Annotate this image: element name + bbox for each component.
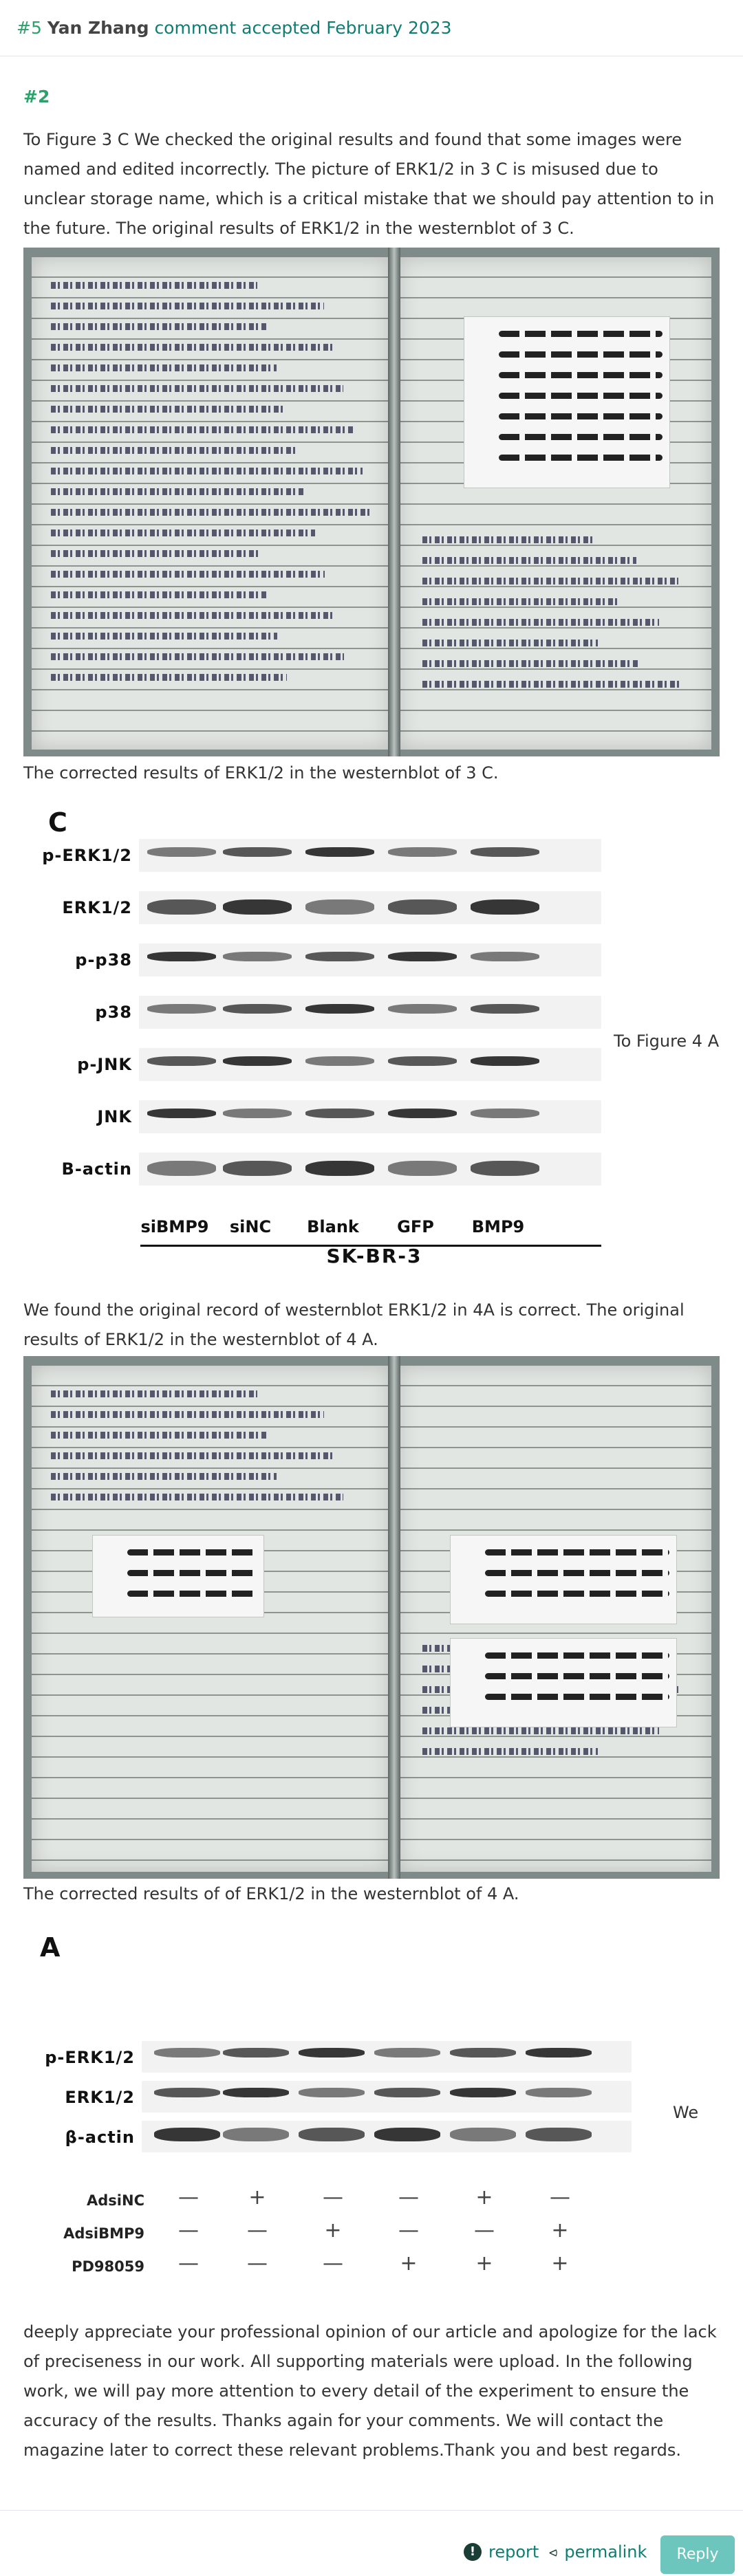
blot-row-label: p-ERK1/2 xyxy=(45,2048,135,2067)
blot-band xyxy=(374,2048,440,2057)
pasted-blot-image xyxy=(92,1535,264,1617)
handwriting-line xyxy=(422,536,594,543)
cell-line-label: SK-BR-3 xyxy=(326,1245,422,1267)
comment-author[interactable]: Yan Zhang xyxy=(47,18,149,38)
report-link[interactable] xyxy=(464,2542,539,2562)
comment-number[interactable]: #5 xyxy=(17,18,42,38)
comment-header xyxy=(0,0,743,56)
treatment-sign: + xyxy=(324,2218,342,2242)
blot-band xyxy=(154,2048,220,2057)
treatment-sign: — xyxy=(398,2185,419,2209)
blot-band xyxy=(299,2048,365,2057)
blot-band xyxy=(450,2048,516,2057)
lane-label: siBMP9 xyxy=(140,1217,209,1236)
blot-band xyxy=(223,1056,292,1066)
treatment-sign: + xyxy=(475,2251,493,2275)
handwriting-line xyxy=(51,406,286,413)
handwriting-line xyxy=(422,681,682,688)
blot-band xyxy=(526,2128,592,2141)
blot-band xyxy=(471,1056,539,1066)
lane-label: Blank xyxy=(307,1217,359,1236)
blot-band xyxy=(388,1056,457,1066)
treatment-sign: + xyxy=(248,2185,266,2209)
handwriting-line xyxy=(51,571,325,578)
handwriting-line xyxy=(51,591,268,598)
treatment-sign: — xyxy=(323,2185,343,2209)
handwriting-line xyxy=(51,530,315,536)
blot-row-label: β-actin xyxy=(65,2128,135,2147)
lane-label: siNC xyxy=(229,1217,272,1236)
handwriting-line xyxy=(422,557,636,564)
handwriting-line xyxy=(51,426,353,433)
handwriting-line xyxy=(51,509,372,516)
report-label: report xyxy=(488,2542,539,2562)
blot-band xyxy=(388,1004,457,1014)
blot-band xyxy=(147,1109,216,1118)
treatment-sign: + xyxy=(400,2251,418,2275)
handwriting-line xyxy=(422,1727,659,1734)
blot-band xyxy=(305,899,374,915)
treatment-sign: — xyxy=(398,2218,419,2242)
blot-band xyxy=(471,1109,539,1118)
blot-band xyxy=(471,1161,539,1176)
blot-band xyxy=(147,899,216,915)
blot-row-label: ERK1/2 xyxy=(62,898,132,917)
panel-letter: A xyxy=(40,1932,61,1963)
lane-label: BMP9 xyxy=(471,1217,525,1236)
treatment-sign: — xyxy=(247,2251,268,2275)
handwriting-line xyxy=(51,468,363,474)
blot-row-label: p-JNK xyxy=(77,1055,132,1074)
handwriting-line xyxy=(51,633,277,640)
blot-band xyxy=(471,899,539,915)
caption-4a: The corrected results of of ERK1/2 in the westernblot of 4 A. xyxy=(23,1884,519,1903)
blot-band xyxy=(223,2048,289,2057)
handwriting-line xyxy=(51,674,287,681)
blot-band xyxy=(471,952,539,961)
lane-label: GFP xyxy=(397,1217,434,1236)
pasted-blot-image xyxy=(450,1535,677,1624)
treatment-label: AdsiBMP9 xyxy=(63,2225,144,2242)
blot-figure-4a xyxy=(23,1919,720,2304)
blot-row-label: p38 xyxy=(95,1003,132,1022)
share-icon: ⪦ xyxy=(549,2543,558,2561)
permalink-label: permalink xyxy=(564,2542,647,2562)
blot-band xyxy=(388,952,457,961)
panel-letter: C xyxy=(48,807,67,838)
blot-band xyxy=(471,847,539,857)
blot-band xyxy=(526,2048,592,2057)
reply-number[interactable]: #2 xyxy=(23,87,50,107)
notebook-photo-3c xyxy=(23,248,720,756)
treatment-sign: — xyxy=(178,2251,199,2275)
blot-band xyxy=(450,2088,516,2097)
blot-band xyxy=(147,1056,216,1066)
blot-band xyxy=(299,2088,365,2097)
treatment-label: PD98059 xyxy=(72,2258,144,2275)
reply-button[interactable]: Reply xyxy=(660,2535,735,2574)
notebook-photo-4a xyxy=(23,1356,720,1879)
treatment-sign: — xyxy=(474,2218,495,2242)
alert-icon: ! xyxy=(464,2543,482,2561)
handwriting-line xyxy=(51,1494,343,1500)
blot-band xyxy=(305,1056,374,1066)
blot-band xyxy=(305,847,374,857)
paragraph-figure-4a: We found the original record of westernblot ERK1/2 in 4A is correct. The original results of ERK1/2 in the westernblot of 4 A. xyxy=(23,1300,685,1349)
blot-band xyxy=(305,1004,374,1014)
handwriting-line xyxy=(51,550,258,557)
handwriting-line xyxy=(51,1411,324,1418)
blot-band xyxy=(154,2088,220,2097)
blot-band xyxy=(223,1004,292,1014)
blot-band xyxy=(526,2088,592,2097)
blot-row-label: p-p38 xyxy=(75,950,132,970)
blot-band xyxy=(154,2128,220,2141)
blot-band xyxy=(374,2128,440,2141)
notebook-spine xyxy=(388,248,400,756)
blot-row-label: p-ERK1/2 xyxy=(42,846,132,865)
blot-figure-3c xyxy=(23,798,720,1279)
blot-band xyxy=(388,847,457,857)
treatment-sign: + xyxy=(475,2185,493,2209)
treatment-sign: — xyxy=(550,2185,570,2209)
blot-band xyxy=(299,2128,365,2141)
blot-band xyxy=(305,1161,374,1176)
blot-row-label: B-actin xyxy=(61,1159,132,1179)
blot-band xyxy=(147,1004,216,1014)
caption-3c: The corrected results of ERK1/2 in the westernblot of 3 C. xyxy=(23,763,499,783)
blot-row-label: ERK1/2 xyxy=(65,2088,135,2107)
handwriting-line xyxy=(51,1432,267,1439)
blot-band xyxy=(223,952,292,961)
notebook-left-page xyxy=(32,1366,389,1872)
blot-row-label: JNK xyxy=(97,1107,132,1126)
side-note-figure-4a: To Figure 4 A xyxy=(614,1032,720,1051)
comment-meta: comment accepted February 2023 xyxy=(154,18,452,38)
handwriting-line xyxy=(51,323,267,330)
treatment-sign: — xyxy=(178,2218,199,2242)
blot-band xyxy=(223,2088,289,2097)
blot-band xyxy=(223,1161,292,1176)
comment-footer xyxy=(0,2510,743,2576)
blot-band xyxy=(147,1161,216,1176)
handwriting-line xyxy=(422,640,598,646)
paragraph-figure-3c: To Figure 3 C We checked the original results and found that some images were named and edited incorrectly. The picture of ERK1/2 in 3 C is misused due to unclear storage name, which is a critical mistake that we should pay attention to in the future. The original results of ERK1/2 in the westernblot of 3 C. xyxy=(23,130,715,238)
handwriting-line xyxy=(51,385,343,392)
treatment-sign: + xyxy=(551,2218,569,2242)
handwriting-line xyxy=(51,612,334,619)
blot-band xyxy=(223,847,292,857)
paragraph-closing: deeply appreciate your professional opinion of our article and apologize for the lack of preciseness in our work. All supporting materials were upload. In the following work, we will pay more attention to every detail of the experiment to ensure the accuracy of the results. Thanks again for your comments. We will contact the magazine later to correct these relevant problems.Thank you and best regards. xyxy=(23,2322,717,2460)
handwriting-line xyxy=(51,303,324,309)
handwriting-line xyxy=(51,364,277,371)
handwriting-line xyxy=(51,488,305,495)
handwriting-line xyxy=(422,578,678,585)
treatment-sign: — xyxy=(323,2251,343,2275)
treatment-sign: — xyxy=(247,2218,268,2242)
side-note-we: We xyxy=(673,2103,699,2122)
handwriting-line xyxy=(422,660,640,667)
permalink-link[interactable] xyxy=(549,2542,647,2562)
handwriting-line xyxy=(422,1748,598,1755)
pasted-blot-image xyxy=(450,1638,677,1727)
blot-band xyxy=(374,2088,440,2097)
blot-band xyxy=(388,1109,457,1118)
notebook-spine xyxy=(388,1356,400,1879)
blot-band xyxy=(305,952,374,961)
handwriting-line xyxy=(51,282,257,289)
treatment-sign: + xyxy=(551,2251,569,2275)
blot-band xyxy=(388,899,457,915)
handwriting-line xyxy=(51,344,334,351)
handwriting-line xyxy=(51,1390,257,1397)
treatment-sign: — xyxy=(178,2185,199,2209)
blot-band xyxy=(223,899,292,915)
blot-band xyxy=(147,847,216,857)
handwriting-line xyxy=(51,653,344,660)
pasted-blot-image xyxy=(464,316,670,488)
handwriting-line xyxy=(51,1473,277,1480)
blot-band xyxy=(223,2128,289,2141)
blot-band xyxy=(450,2128,516,2141)
handwriting-line xyxy=(422,619,659,626)
handwriting-line xyxy=(51,1452,334,1459)
blot-band xyxy=(471,1004,539,1014)
blot-band xyxy=(305,1109,374,1118)
handwriting-line xyxy=(422,598,617,605)
blot-band xyxy=(147,952,216,961)
handwriting-line xyxy=(51,447,296,454)
treatment-label: AdsiNC xyxy=(87,2192,144,2209)
blot-band xyxy=(223,1109,292,1118)
blot-band xyxy=(388,1161,457,1176)
